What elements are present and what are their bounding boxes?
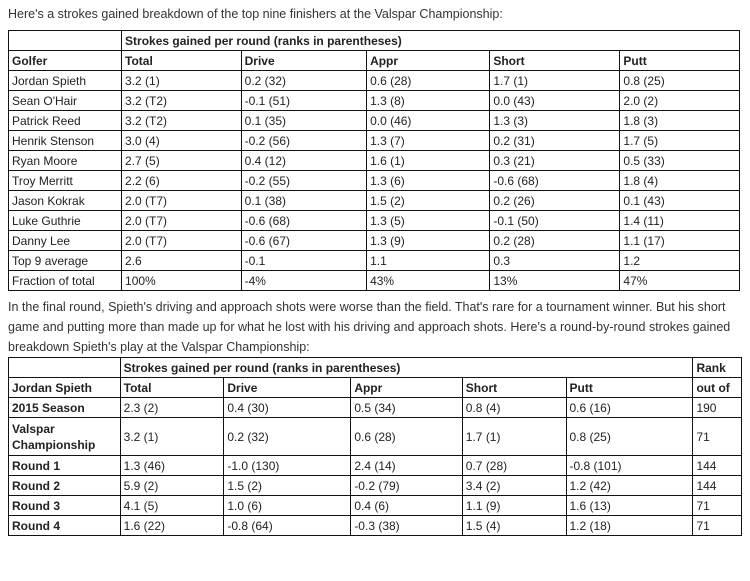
table-cell: 0.5 (34): [351, 398, 462, 418]
table-cell: -0.6 (67): [241, 231, 366, 251]
table-cell: 0.3: [490, 251, 620, 271]
table-row: [9, 456, 742, 476]
column-header: Total: [122, 51, 242, 71]
table-body: [9, 71, 740, 291]
table-cell: 0.0 (46): [367, 111, 490, 131]
row-label-cell: Round 4: [9, 516, 121, 536]
table-cell: 1.6 (13): [566, 496, 693, 516]
table-row: [9, 171, 740, 191]
table-cell: 0.8 (25): [566, 418, 693, 456]
table-cell: 1.2: [620, 251, 740, 271]
table-empty-cell: [9, 31, 122, 51]
table-cell: 1.3 (5): [367, 211, 490, 231]
table-cell: 1.4 (11): [620, 211, 740, 231]
table-cell: 0.2 (32): [224, 418, 351, 456]
intro-paragraph: Here's a strokes gained breakdown of the top nine finishers at the Valspar Championship:: [8, 7, 503, 21]
table-cell: 0.2 (32): [241, 71, 366, 91]
table-cell: 0.7 (28): [462, 456, 566, 476]
row-label-cell: Luke Guthrie: [9, 211, 122, 231]
table-cell: 0.4 (6): [351, 496, 462, 516]
table-cell: 1.8 (3): [620, 111, 740, 131]
spieth-round-by-round-table: [8, 357, 742, 536]
column-header: Appr: [367, 51, 490, 71]
table-row: [9, 251, 740, 271]
table-cell: 2.3 (2): [120, 398, 224, 418]
table-row: [9, 71, 740, 91]
table-cell: -0.2 (55): [241, 171, 366, 191]
top-nine-strokes-gained-table: [8, 30, 740, 291]
table-row: [9, 496, 742, 516]
row-label-cell: Round 2: [9, 476, 121, 496]
table-cell: -0.3 (38): [351, 516, 462, 536]
column-header: Short: [490, 51, 620, 71]
table-cell: 1.3 (3): [490, 111, 620, 131]
table-cell: 0.1 (38): [241, 191, 366, 211]
row-label-cell: Fraction of total: [9, 271, 122, 291]
table-group-header-row: [9, 358, 742, 378]
table-cell: 0.1 (43): [620, 191, 740, 211]
explanation-paragraph: In the final round, Spieth's driving and approach shots were worse than the field. That's rare for a tournament winner. But his short game and putting more than made up for what he lost with his driving and approach shots. Here's a round-by-round strokes gained breakdown Spieth's play at the Valspar Championship:: [8, 300, 731, 354]
row-label-cell: Jason Kokrak: [9, 191, 122, 211]
table-row: [9, 398, 742, 418]
row-label-cell: Round 3: [9, 496, 121, 516]
table-cell: 2.6: [122, 251, 242, 271]
table-cell: 2.7 (5): [122, 151, 242, 171]
table-header-row: [9, 378, 742, 398]
column-header: Putt: [620, 51, 740, 71]
row-label-cell: Valspar Championship: [9, 418, 121, 456]
table-cell: 1.0 (6): [224, 496, 351, 516]
column-header: Total: [120, 378, 224, 398]
column-header: Drive: [224, 378, 351, 398]
table-cell: -0.1: [241, 251, 366, 271]
column-header: Short: [462, 378, 566, 398]
table-row: [9, 111, 740, 131]
table-body: [9, 398, 742, 536]
table-cell: 1.1 (9): [462, 496, 566, 516]
table-cell: 1.3 (6): [367, 171, 490, 191]
table-cell: 47%: [620, 271, 740, 291]
table-header-row: [9, 51, 740, 71]
table-row: [9, 271, 740, 291]
column-header: Jordan Spieth: [9, 378, 121, 398]
table-cell: 1.2 (42): [566, 476, 693, 496]
table-cell: 0.6 (28): [367, 71, 490, 91]
table-cell: 1.3 (9): [367, 231, 490, 251]
table-cell: 1.3 (46): [120, 456, 224, 476]
table-cell: 0.2 (31): [490, 131, 620, 151]
table-cell: 4.1 (5): [120, 496, 224, 516]
table-cell: -0.8 (101): [566, 456, 693, 476]
table-cell: 3.4 (2): [462, 476, 566, 496]
table-cell: -4%: [241, 271, 366, 291]
table-cell: 71: [693, 418, 742, 456]
table-row: [9, 418, 742, 456]
table-cell: 1.3 (8): [367, 91, 490, 111]
table-cell: 0.2 (28): [490, 231, 620, 251]
row-label-cell: Troy Merritt: [9, 171, 122, 191]
table-cell: -0.2 (79): [351, 476, 462, 496]
table-cell: 0.8 (25): [620, 71, 740, 91]
table-cell: 1.1: [367, 251, 490, 271]
table-cell: -0.6 (68): [490, 171, 620, 191]
table-cell: 0.0 (43): [490, 91, 620, 111]
table-cell: 100%: [122, 271, 242, 291]
table-cell: 0.3 (21): [490, 151, 620, 171]
table-cell: 71: [693, 496, 742, 516]
table-row: [9, 516, 742, 536]
table-cell: -1.0 (130): [224, 456, 351, 476]
table-row: [9, 476, 742, 496]
table-cell: 5.9 (2): [120, 476, 224, 496]
table-cell: 0.6 (28): [351, 418, 462, 456]
table-cell: -0.2 (56): [241, 131, 366, 151]
table-cell: 2.0 (2): [620, 91, 740, 111]
column-header: Appr: [351, 378, 462, 398]
table-cell: 13%: [490, 271, 620, 291]
table-cell: 0.2 (26): [490, 191, 620, 211]
table-cell: 1.5 (2): [224, 476, 351, 496]
table-cell: 0.6 (16): [566, 398, 693, 418]
row-label-cell: Danny Lee: [9, 231, 122, 251]
row-label-cell: Jordan Spieth: [9, 71, 122, 91]
table-cell: 1.6 (22): [120, 516, 224, 536]
table-cell: 190: [693, 398, 742, 418]
table-cell: 144: [693, 476, 742, 496]
table-cell: 2.0 (T7): [122, 191, 242, 211]
table-cell: 0.4 (12): [241, 151, 366, 171]
table-cell: 1.7 (1): [490, 71, 620, 91]
table-cell: 2.0 (T7): [122, 231, 242, 251]
column-header: Drive: [241, 51, 366, 71]
table-cell: 1.3 (7): [367, 131, 490, 151]
table-cell: 1.1 (17): [620, 231, 740, 251]
table-empty-cell: [9, 358, 121, 378]
table-cell: -0.1 (50): [490, 211, 620, 231]
rank-subheader: out of: [693, 378, 742, 398]
table-cell: 2.2 (6): [122, 171, 242, 191]
row-label-cell: Round 1: [9, 456, 121, 476]
table-row: [9, 151, 740, 171]
table-row: [9, 131, 740, 151]
table-cell: 3.0 (4): [122, 131, 242, 151]
table-cell: 71: [693, 516, 742, 536]
table-row: [9, 231, 740, 251]
table-cell: 1.8 (4): [620, 171, 740, 191]
table-cell: 144: [693, 456, 742, 476]
row-label-cell: Henrik Stenson: [9, 131, 122, 151]
group-header: Strokes gained per round (ranks in parentheses): [122, 31, 740, 51]
table-cell: 0.4 (30): [224, 398, 351, 418]
table-cell: 0.8 (4): [462, 398, 566, 418]
table-cell: -0.8 (64): [224, 516, 351, 536]
table-group-header-row: [9, 31, 740, 51]
row-label-cell: 2015 Season: [9, 398, 121, 418]
rank-header: Rank: [693, 358, 742, 378]
group-header: Strokes gained per round (ranks in parentheses): [120, 358, 693, 378]
table-cell: 3.2 (1): [122, 71, 242, 91]
table-cell: 1.2 (18): [566, 516, 693, 536]
table-cell: 3.2 (T2): [122, 111, 242, 131]
table-cell: 2.4 (14): [351, 456, 462, 476]
table-cell: 0.5 (33): [620, 151, 740, 171]
table-cell: 0.1 (35): [241, 111, 366, 131]
table-cell: 2.0 (T7): [122, 211, 242, 231]
table-cell: 1.7 (5): [620, 131, 740, 151]
table-row: [9, 91, 740, 111]
table-cell: 43%: [367, 271, 490, 291]
column-header: Golfer: [9, 51, 122, 71]
row-label-cell: Top 9 average: [9, 251, 122, 271]
table-cell: 3.2 (T2): [122, 91, 242, 111]
table-row: [9, 211, 740, 231]
row-label-cell: Ryan Moore: [9, 151, 122, 171]
table-cell: 1.6 (1): [367, 151, 490, 171]
column-header: Putt: [566, 378, 693, 398]
table-cell: 1.5 (2): [367, 191, 490, 211]
table-row: [9, 191, 740, 211]
row-label-cell: Sean O'Hair: [9, 91, 122, 111]
table-cell: -0.6 (68): [241, 211, 366, 231]
table-cell: -0.1 (51): [241, 91, 366, 111]
row-label-cell: Patrick Reed: [9, 111, 122, 131]
table-cell: 1.7 (1): [462, 418, 566, 456]
table-cell: 3.2 (1): [120, 418, 224, 456]
table-cell: 1.5 (4): [462, 516, 566, 536]
